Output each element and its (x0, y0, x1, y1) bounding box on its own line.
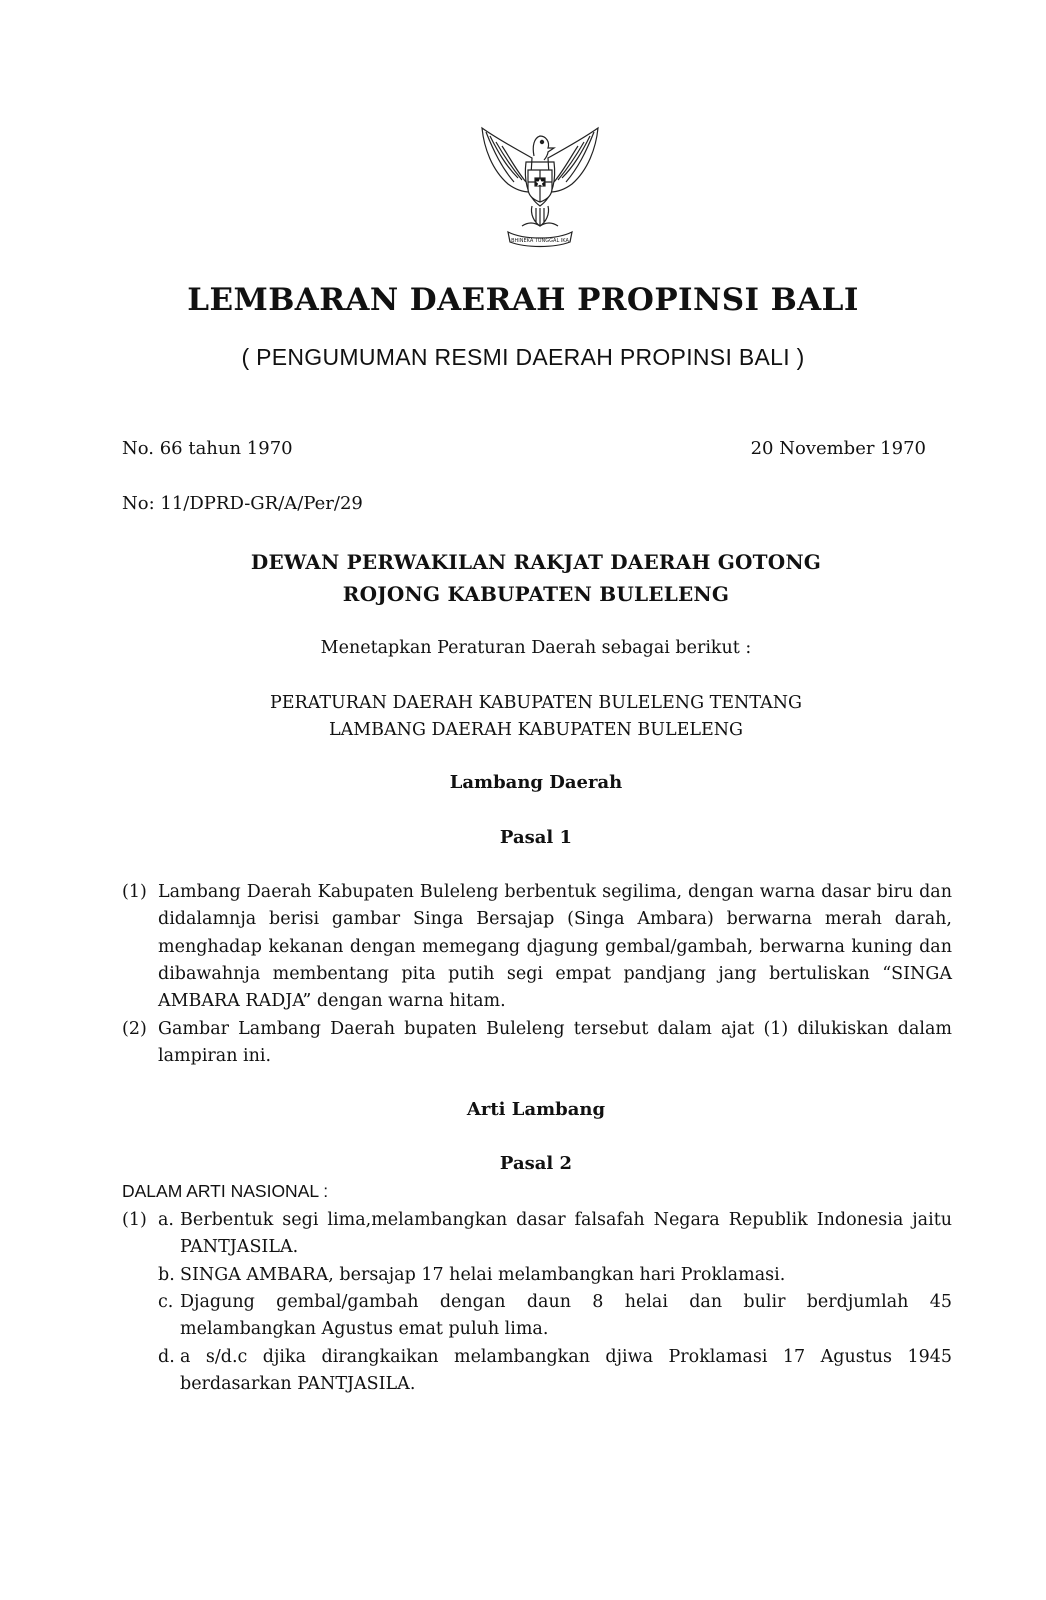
national-meaning-label: DALAM ARTI NASIONAL : (122, 1181, 329, 1201)
svg-text:BHINEKA TUNGGAL IKA: BHINEKA TUNGGAL IKA (511, 238, 569, 244)
reference-number: No: 11/DPRD-GR/A/Per/29 (122, 493, 363, 514)
section-heading: Lambang Daerah (449, 772, 623, 793)
item-text: Berbentuk segi lima,melambangkan dasar falsafah Negara Republik Indonesia jaitu PANTJASILA. (180, 1210, 952, 1258)
issue-date: 20 November 1970 (750, 438, 926, 459)
paragraph-text: Lambang Daerah Kabupaten Buleleng berbentuk segilima, dengan warna dasar biru dan didalamnja berisi gambar Singa Bersajap (Singa Ambara) berwarna merah darah, menghadap kekanan dengan memegang djagung gembal/gambah, berwarna kuning dan dibawahnja membentang pita putih segi empat pandjang jang bertuliskan “SINGA AMBARA RADJA” dengan warna hitam. (158, 882, 952, 1012)
council-heading-line: ROJONG KABUPATEN BULELENG (342, 582, 730, 606)
paragraph-text: Gambar Lambang Daerah bupaten Buleleng tersebut dalam ajat (1) dilukiskan dalam lampiran ini. (158, 1019, 952, 1067)
gazette-title: LEMBARAN DAERAH PROPINSI BALI (187, 282, 859, 318)
issue-number: No. 66 tahun 1970 (122, 438, 293, 459)
regulation-title-line: PERATURAN DAERAH KABUPATEN BULELENG TENTANG (269, 693, 803, 713)
item-text: SINGA AMBARA, bersajap 17 helai melambangkan hari Proklamasi. (180, 1265, 786, 1285)
regulation-title-line: LAMBANG DAERAH KABUPATEN BULELENG (328, 720, 744, 740)
article-heading: Pasal 2 (499, 1153, 573, 1174)
item-letter: b. (158, 1265, 175, 1285)
paragraph-number: (1) (122, 882, 147, 902)
article-paragraph (122, 879, 952, 1015)
item-letter: a. (158, 1210, 174, 1230)
item-letter: c. (158, 1292, 174, 1312)
list-item (122, 1207, 952, 1262)
section-heading: Arti Lambang (466, 1099, 606, 1120)
garuda-emblem-icon (474, 118, 606, 256)
decree-statement: Menetapkan Peraturan Daerah sebagai berikut : (320, 638, 752, 658)
gazette-subtitle: ( PENGUMUMAN RESMI DAERAH PROPINSI BALI ) (241, 344, 805, 370)
regulation-title (0, 690, 1046, 744)
item-number: (1) (122, 1210, 147, 1230)
list-item (122, 1262, 952, 1289)
item-text: Djagung gembal/gambah dengan daun 8 helai dan bulir berdjumlah 45 melambangkan Agustus emat puluh lima. (180, 1292, 952, 1340)
council-heading-line: DEWAN PERWAKILAN RAKJAT DAERAH GOTONG (250, 550, 822, 574)
list-item (122, 1344, 952, 1399)
item-letter: d. (158, 1347, 175, 1367)
council-heading (0, 546, 1046, 610)
list-item (122, 1289, 952, 1344)
paragraph-number: (2) (122, 1019, 147, 1039)
article-paragraph (122, 1016, 952, 1071)
article-heading: Pasal 1 (499, 827, 573, 848)
item-text: a s/d.c djika dirangkaikan melambangkan djiwa Proklamasi 17 Agustus 1945 berdasarkan PANTJASILA. (180, 1347, 952, 1395)
